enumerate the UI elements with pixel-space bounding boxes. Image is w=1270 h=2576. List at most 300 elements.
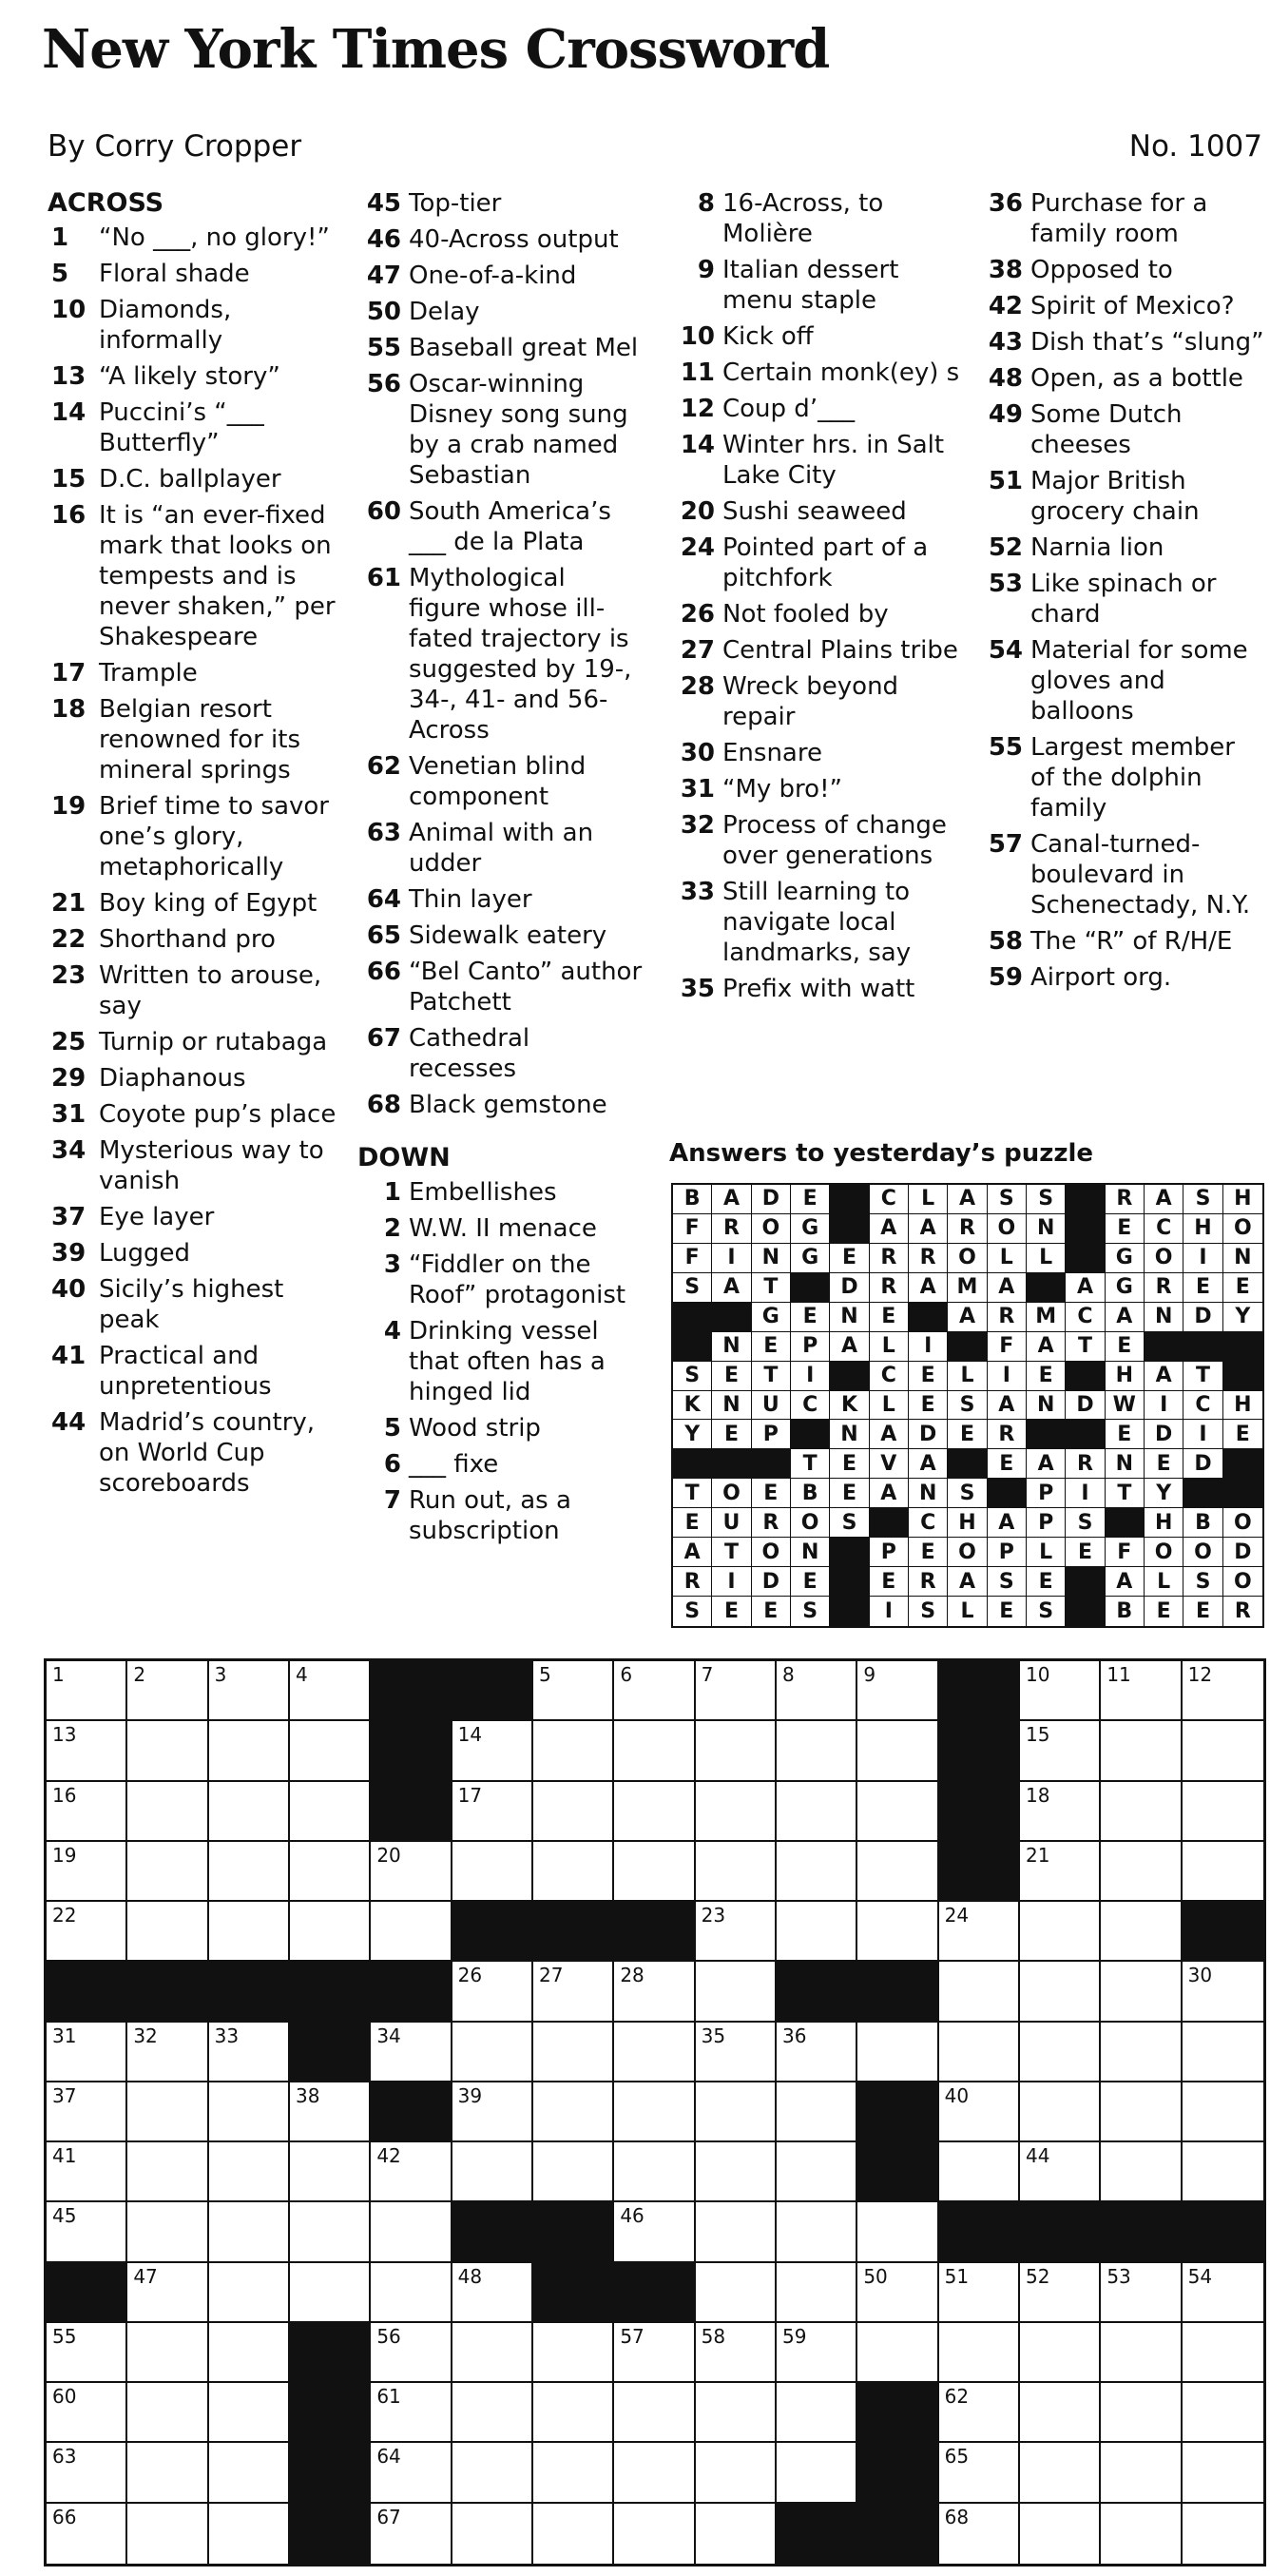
clue-number: 12 xyxy=(680,395,715,423)
grid-cell[interactable] xyxy=(371,1842,452,1902)
answer-cell: G xyxy=(1106,1244,1145,1273)
grid-cell[interactable] xyxy=(290,1721,371,1781)
grid-cell[interactable] xyxy=(614,2323,695,2383)
black-square xyxy=(939,1842,1020,1902)
grid-cell[interactable] xyxy=(1183,1962,1263,2022)
clue-number: 63 xyxy=(366,819,401,847)
grid-cell[interactable] xyxy=(371,2263,452,2323)
grid-cell[interactable] xyxy=(696,2443,777,2503)
grid-cell[interactable] xyxy=(939,2383,1020,2443)
grid-cell[interactable] xyxy=(1101,2443,1182,2503)
grid-cell[interactable] xyxy=(1183,2082,1263,2142)
grid-cell[interactable] xyxy=(1183,2443,1263,2503)
grid-cell[interactable] xyxy=(533,1661,614,1721)
grid-cell[interactable] xyxy=(209,1721,290,1781)
grid-cell[interactable] xyxy=(939,2082,1020,2142)
clue-number: 35 xyxy=(680,975,715,1003)
grid-cell[interactable] xyxy=(1101,2504,1182,2564)
answer-cell: I xyxy=(870,1597,909,1626)
across-clue-67 xyxy=(357,1023,643,1084)
black-square xyxy=(1020,2202,1101,2262)
grid-cell[interactable] xyxy=(47,2323,127,2383)
grid-cell[interactable] xyxy=(47,1842,127,1902)
grid-cell[interactable] xyxy=(614,1661,695,1721)
grid-cell[interactable] xyxy=(1183,2023,1263,2082)
grid-cell[interactable] xyxy=(1101,2082,1182,2142)
answer-cell: N xyxy=(830,1420,869,1449)
clue-number: 65 xyxy=(366,921,401,950)
clue-number: 34 xyxy=(51,1136,87,1165)
answer-cell: N xyxy=(1027,1214,1066,1244)
grid-cell[interactable] xyxy=(1183,1661,1263,1721)
grid-cell[interactable] xyxy=(127,2443,208,2503)
answer-cell: K xyxy=(673,1391,712,1421)
answer-cell: F xyxy=(673,1214,712,1244)
answer-cell: B xyxy=(673,1185,712,1214)
grid-cell[interactable] xyxy=(1183,2142,1263,2202)
grid-cell[interactable] xyxy=(127,2082,208,2142)
grid-cell[interactable] xyxy=(1101,2323,1182,2383)
grid-cell[interactable] xyxy=(533,1782,614,1842)
grid-cell[interactable] xyxy=(47,2504,127,2564)
grid-cell[interactable] xyxy=(857,1902,938,1962)
grid-cell[interactable] xyxy=(371,2142,452,2202)
grid-cell[interactable] xyxy=(127,2142,208,2202)
answer-cell: S xyxy=(1027,1185,1066,1214)
cell-number: 40 xyxy=(944,2083,970,2107)
grid-cell[interactable] xyxy=(47,2023,127,2082)
grid-cell[interactable] xyxy=(209,2323,290,2383)
grid-cell[interactable] xyxy=(614,2383,695,2443)
grid-cell[interactable] xyxy=(1183,1782,1263,1842)
cell-number: 66 xyxy=(52,2505,77,2528)
grid-cell[interactable] xyxy=(533,1721,614,1781)
grid-cell[interactable] xyxy=(290,2202,371,2262)
grid-cell[interactable] xyxy=(777,2142,857,2202)
grid-cell[interactable] xyxy=(452,2142,533,2202)
grid-cell[interactable] xyxy=(1020,1782,1101,1842)
clue-text: Sushi seaweed xyxy=(722,497,907,526)
grid-cell[interactable] xyxy=(1020,2142,1101,2202)
answer-cell: A xyxy=(870,1479,909,1508)
grid-cell[interactable] xyxy=(127,2323,208,2383)
grid-cell[interactable] xyxy=(1020,1721,1101,1781)
answer-cell: A xyxy=(673,1538,712,1567)
grid-cell[interactable] xyxy=(696,2263,777,2323)
grid-cell[interactable] xyxy=(290,1902,371,1962)
answer-cell: B xyxy=(791,1479,830,1508)
clue-text: Oscar-winning Disney song sung by a crab named Sebastian xyxy=(409,370,628,490)
clue-number: 27 xyxy=(680,636,715,665)
grid-cell[interactable] xyxy=(209,2082,290,2142)
grid-cell[interactable] xyxy=(939,2443,1020,2503)
across-clue-34 xyxy=(48,1135,342,1196)
grid-cell[interactable] xyxy=(209,1902,290,1962)
grid-cell[interactable] xyxy=(533,2142,614,2202)
answer-cell: A xyxy=(909,1449,948,1479)
answer-cell: M xyxy=(948,1273,987,1303)
grid-cell[interactable] xyxy=(371,2323,452,2383)
grid-cell[interactable] xyxy=(1101,1721,1182,1781)
grid-cell[interactable] xyxy=(614,2142,695,2202)
clue-column-1 xyxy=(48,188,342,1504)
grid-cell[interactable] xyxy=(1020,1902,1101,1962)
grid-cell[interactable] xyxy=(696,2323,777,2383)
grid-cell[interactable] xyxy=(696,1962,777,2022)
across-clue-44 xyxy=(48,1407,342,1499)
grid-cell[interactable] xyxy=(209,2504,290,2564)
grid-cell[interactable] xyxy=(696,2082,777,2142)
black-square xyxy=(857,1962,938,2022)
grid-cell[interactable] xyxy=(1020,2263,1101,2323)
answer-cell: O xyxy=(988,1214,1027,1244)
clue-number: 31 xyxy=(51,1100,87,1129)
grid-cell[interactable] xyxy=(127,1661,208,1721)
grid-cell[interactable] xyxy=(777,2023,857,2082)
grid-cell[interactable] xyxy=(127,2263,208,2323)
grid-cell[interactable] xyxy=(290,1782,371,1842)
grid-cell[interactable] xyxy=(47,1782,127,1842)
cell-number: 48 xyxy=(457,2264,483,2288)
grid-cell[interactable] xyxy=(47,1721,127,1781)
clue-number: 31 xyxy=(680,775,715,804)
grid-cell[interactable] xyxy=(777,1721,857,1781)
grid-cell[interactable] xyxy=(1183,2383,1263,2443)
grid-cell[interactable] xyxy=(1101,1902,1182,1962)
grid-cell[interactable] xyxy=(47,2202,127,2262)
across-clue-40 xyxy=(48,1274,342,1335)
grid-cell[interactable] xyxy=(1101,2142,1182,2202)
grid-cell[interactable] xyxy=(857,2263,938,2323)
grid-cell[interactable] xyxy=(1101,2023,1182,2082)
grid-cell[interactable] xyxy=(127,1842,208,1902)
grid-cell[interactable] xyxy=(452,1962,533,2022)
grid-cell[interactable] xyxy=(209,2142,290,2202)
answer-cell: S xyxy=(909,1597,948,1626)
grid-cell[interactable] xyxy=(452,2323,533,2383)
grid-cell[interactable] xyxy=(452,1782,533,1842)
down-clue-28 xyxy=(671,671,966,732)
down-heading: DOWN xyxy=(357,1143,451,1172)
grid-cell[interactable] xyxy=(696,1842,777,1902)
grid-cell[interactable] xyxy=(209,2443,290,2503)
answer-cell: C xyxy=(909,1508,948,1538)
grid-cell[interactable] xyxy=(371,2443,452,2503)
answer-cell: A xyxy=(1066,1273,1105,1303)
grid-cell[interactable] xyxy=(1183,1721,1263,1781)
clue-text: Practical and unpretentious xyxy=(99,1342,272,1401)
grid-cell[interactable] xyxy=(47,1661,127,1721)
grid-cell[interactable] xyxy=(1020,1661,1101,1721)
grid-cell[interactable] xyxy=(1101,1962,1182,2022)
answer-cell: S xyxy=(948,1391,987,1421)
grid-cell[interactable] xyxy=(47,2142,127,2202)
grid-cell[interactable] xyxy=(777,2202,857,2262)
cell-number: 35 xyxy=(701,2024,726,2047)
grid-cell[interactable] xyxy=(371,2023,452,2082)
answer-cell: R xyxy=(752,1508,791,1538)
answer-cell: O xyxy=(712,1479,751,1508)
cell-number: 21 xyxy=(1026,1843,1050,1867)
grid-cell[interactable] xyxy=(1183,1842,1263,1902)
answer-black-square xyxy=(1183,1479,1222,1508)
grid-cell[interactable] xyxy=(209,1782,290,1842)
clue-number: 7 xyxy=(383,1486,401,1515)
grid-cell[interactable] xyxy=(533,2082,614,2142)
grid-cell[interactable] xyxy=(290,2142,371,2202)
grid-cell[interactable] xyxy=(939,2323,1020,2383)
answer-cell: N xyxy=(830,1303,869,1332)
grid-cell[interactable] xyxy=(939,1902,1020,1962)
grid-cell[interactable] xyxy=(1020,1842,1101,1902)
grid-cell[interactable] xyxy=(614,1721,695,1781)
clue-number: 18 xyxy=(51,695,87,724)
grid-cell[interactable] xyxy=(857,1842,938,1902)
grid-cell[interactable] xyxy=(452,2504,533,2564)
grid-cell[interactable] xyxy=(614,2504,695,2564)
cell-number: 14 xyxy=(457,1723,483,1747)
down-clue-1 xyxy=(357,1177,643,1208)
grid-cell[interactable] xyxy=(1020,2023,1101,2082)
down-clue-51 xyxy=(979,466,1264,527)
grid-cell[interactable] xyxy=(209,2202,290,2262)
answer-cell: S xyxy=(1027,1597,1066,1626)
grid-cell[interactable] xyxy=(1020,1962,1101,2022)
clue-number: 24 xyxy=(680,533,715,562)
across-clue-41 xyxy=(48,1341,342,1402)
clue-text: Thin layer xyxy=(409,885,532,914)
grid-cell[interactable] xyxy=(696,2202,777,2262)
grid-cell[interactable] xyxy=(1020,2082,1101,2142)
clue-number: 42 xyxy=(988,292,1023,320)
black-square xyxy=(857,2082,938,2142)
answer-black-square xyxy=(870,1508,909,1538)
grid-cell[interactable] xyxy=(371,1902,452,1962)
grid-cell[interactable] xyxy=(777,2082,857,2142)
grid-cell[interactable] xyxy=(614,2023,695,2082)
cell-number: 41 xyxy=(52,2144,77,2168)
grid-cell[interactable] xyxy=(452,1842,533,1902)
grid-cell[interactable] xyxy=(371,2383,452,2443)
grid-cell[interactable] xyxy=(533,2443,614,2503)
grid-cell[interactable] xyxy=(614,2082,695,2142)
grid-cell[interactable] xyxy=(614,1842,695,1902)
grid-cell[interactable] xyxy=(127,2202,208,2262)
grid-cell[interactable] xyxy=(696,1902,777,1962)
across-clue-25 xyxy=(48,1027,342,1057)
grid-cell[interactable] xyxy=(127,2023,208,2082)
grid-cell[interactable] xyxy=(290,1661,371,1721)
across-clue-65 xyxy=(357,920,643,951)
answer-cell: O xyxy=(1223,1508,1262,1538)
grid-cell[interactable] xyxy=(777,1782,857,1842)
grid-cell[interactable] xyxy=(939,2504,1020,2564)
answer-cell: R xyxy=(1234,1599,1251,1624)
down-clue-36 xyxy=(979,188,1264,249)
grid-cell[interactable] xyxy=(777,2383,857,2443)
grid-cell[interactable] xyxy=(1101,1842,1182,1902)
grid-cell[interactable] xyxy=(857,2323,938,2383)
across-clue-37 xyxy=(48,1202,342,1232)
black-square xyxy=(777,2504,857,2564)
grid-cell[interactable] xyxy=(209,2263,290,2323)
answer-cell: G xyxy=(1106,1273,1145,1303)
answer-black-square xyxy=(830,1214,869,1244)
grid-cell[interactable] xyxy=(614,2202,695,2262)
across-clue-19 xyxy=(48,791,342,882)
answer-black-square xyxy=(948,1332,987,1362)
clue-number: 1 xyxy=(51,223,69,252)
clue-number: 67 xyxy=(366,1024,401,1053)
grid-cell[interactable] xyxy=(533,2323,614,2383)
grid-cell[interactable] xyxy=(533,2504,614,2564)
cell-number: 33 xyxy=(214,2024,240,2047)
grid-cell[interactable] xyxy=(777,1902,857,1962)
answer-cell: A xyxy=(870,1420,909,1449)
answer-cell: H xyxy=(948,1508,987,1538)
grid-cell[interactable] xyxy=(1020,2383,1101,2443)
grid-cell[interactable] xyxy=(777,1842,857,1902)
grid-cell[interactable] xyxy=(290,2263,371,2323)
grid-cell[interactable] xyxy=(209,1842,290,1902)
grid-cell[interactable] xyxy=(127,1782,208,1842)
answer-cell: E xyxy=(1183,1597,1222,1626)
grid-cell[interactable] xyxy=(47,2443,127,2503)
grid-cell[interactable] xyxy=(857,1661,938,1721)
down-clue-12 xyxy=(671,394,966,424)
clue-text: Written to arouse, say xyxy=(99,961,322,1020)
grid-cell[interactable] xyxy=(452,2023,533,2082)
grid-cell[interactable] xyxy=(1020,2443,1101,2503)
grid-cell[interactable] xyxy=(209,2383,290,2443)
grid-cell[interactable] xyxy=(1183,2323,1263,2383)
answer-cell: A xyxy=(830,1332,869,1362)
grid-cell[interactable] xyxy=(209,2023,290,2082)
grid-cell[interactable] xyxy=(47,2383,127,2443)
grid-cell[interactable] xyxy=(47,1902,127,1962)
cell-number: 37 xyxy=(52,2083,77,2107)
cell-number: 16 xyxy=(52,1783,77,1807)
answer-cell: T xyxy=(1183,1362,1222,1391)
grid-cell[interactable] xyxy=(696,2142,777,2202)
grid-cell[interactable] xyxy=(452,2443,533,2503)
across-clue-62 xyxy=(357,751,643,812)
grid-cell[interactable] xyxy=(371,2202,452,2262)
grid-cell[interactable] xyxy=(777,1661,857,1721)
answer-cell: U xyxy=(712,1508,751,1538)
grid-cell[interactable] xyxy=(452,2263,533,2323)
grid-cell[interactable] xyxy=(209,1661,290,1721)
grid-cell[interactable] xyxy=(777,2443,857,2503)
grid-cell[interactable] xyxy=(1101,2383,1182,2443)
grid-cell[interactable] xyxy=(696,1782,777,1842)
grid-cell[interactable] xyxy=(1101,1661,1182,1721)
grid-cell[interactable] xyxy=(533,2383,614,2443)
answer-cell: N xyxy=(791,1538,830,1567)
grid-cell[interactable] xyxy=(533,2023,614,2082)
grid-cell[interactable] xyxy=(1101,2263,1182,2323)
grid-cell[interactable] xyxy=(127,2504,208,2564)
grid-cell[interactable] xyxy=(696,2383,777,2443)
answer-black-square xyxy=(1066,1244,1105,1273)
grid-cell[interactable] xyxy=(452,2383,533,2443)
grid-cell[interactable] xyxy=(857,2023,938,2082)
cell-number: 31 xyxy=(52,2024,77,2047)
grid-cell[interactable] xyxy=(939,2263,1020,2323)
answer-cell: L xyxy=(948,1362,987,1391)
grid-cell[interactable] xyxy=(857,1721,938,1781)
grid-cell[interactable] xyxy=(127,1902,208,1962)
grid-cell[interactable] xyxy=(777,2263,857,2323)
black-square xyxy=(290,1962,371,2022)
grid-cell[interactable] xyxy=(777,2323,857,2383)
answer-cell: O xyxy=(791,1508,830,1538)
across-clue-21 xyxy=(48,888,342,919)
across-clue-23 xyxy=(48,960,342,1021)
cell-number: 38 xyxy=(296,2083,320,2107)
grid-cell[interactable] xyxy=(47,2082,127,2142)
grid-cell[interactable] xyxy=(533,1842,614,1902)
clue-number: 51 xyxy=(988,467,1023,495)
grid-cell[interactable] xyxy=(696,1661,777,1721)
grid-cell[interactable] xyxy=(939,2142,1020,2202)
grid-cell[interactable] xyxy=(1183,2504,1263,2564)
grid-cell[interactable] xyxy=(127,2383,208,2443)
clue-number: 62 xyxy=(366,752,401,781)
grid-cell[interactable] xyxy=(452,2082,533,2142)
answer-black-square xyxy=(752,1449,791,1479)
grid-cell[interactable] xyxy=(614,2443,695,2503)
grid-cell[interactable] xyxy=(371,2504,452,2564)
grid-cell[interactable] xyxy=(939,1962,1020,2022)
grid-cell[interactable] xyxy=(857,2202,938,2262)
answer-cell: E xyxy=(909,1362,948,1391)
answer-cell: T xyxy=(673,1479,712,1508)
clue-number: 1 xyxy=(383,1178,401,1207)
clue-number: 15 xyxy=(51,465,87,494)
grid-cell[interactable] xyxy=(533,1962,614,2022)
clue-number: 47 xyxy=(366,261,401,290)
answer-black-square xyxy=(791,1420,830,1449)
black-square xyxy=(371,1962,452,2022)
cell-number: 64 xyxy=(376,2445,401,2469)
clue-text: ___ fixe xyxy=(409,1450,499,1479)
grid-cell[interactable] xyxy=(696,1721,777,1781)
grid-cell[interactable] xyxy=(127,1721,208,1781)
clue-text: Black gemstone xyxy=(409,1091,607,1119)
grid-cell[interactable] xyxy=(939,2023,1020,2082)
grid-cell[interactable] xyxy=(696,2023,777,2082)
grid-cell[interactable] xyxy=(614,1962,695,2022)
down-clue-49 xyxy=(979,399,1264,460)
answers-title: Answers to yesterday’s puzzle xyxy=(669,1139,1094,1168)
grid-cell[interactable] xyxy=(452,1721,533,1781)
answer-black-square xyxy=(712,1449,751,1479)
grid-cell[interactable] xyxy=(290,1842,371,1902)
grid-cell[interactable] xyxy=(614,1782,695,1842)
grid-cell[interactable] xyxy=(857,1782,938,1842)
grid-cell[interactable] xyxy=(696,2504,777,2564)
answer-cell: R xyxy=(1106,1185,1145,1214)
grid-cell[interactable] xyxy=(1183,2263,1263,2323)
grid-cell[interactable] xyxy=(1020,2504,1101,2564)
grid-cell[interactable] xyxy=(1101,1782,1182,1842)
answer-black-square xyxy=(1066,1597,1105,1626)
grid-cell[interactable] xyxy=(1020,2323,1101,2383)
clue-text: Ensnare xyxy=(722,739,822,767)
cell-number: 22 xyxy=(52,1904,77,1927)
grid-cell[interactable] xyxy=(290,2082,371,2142)
